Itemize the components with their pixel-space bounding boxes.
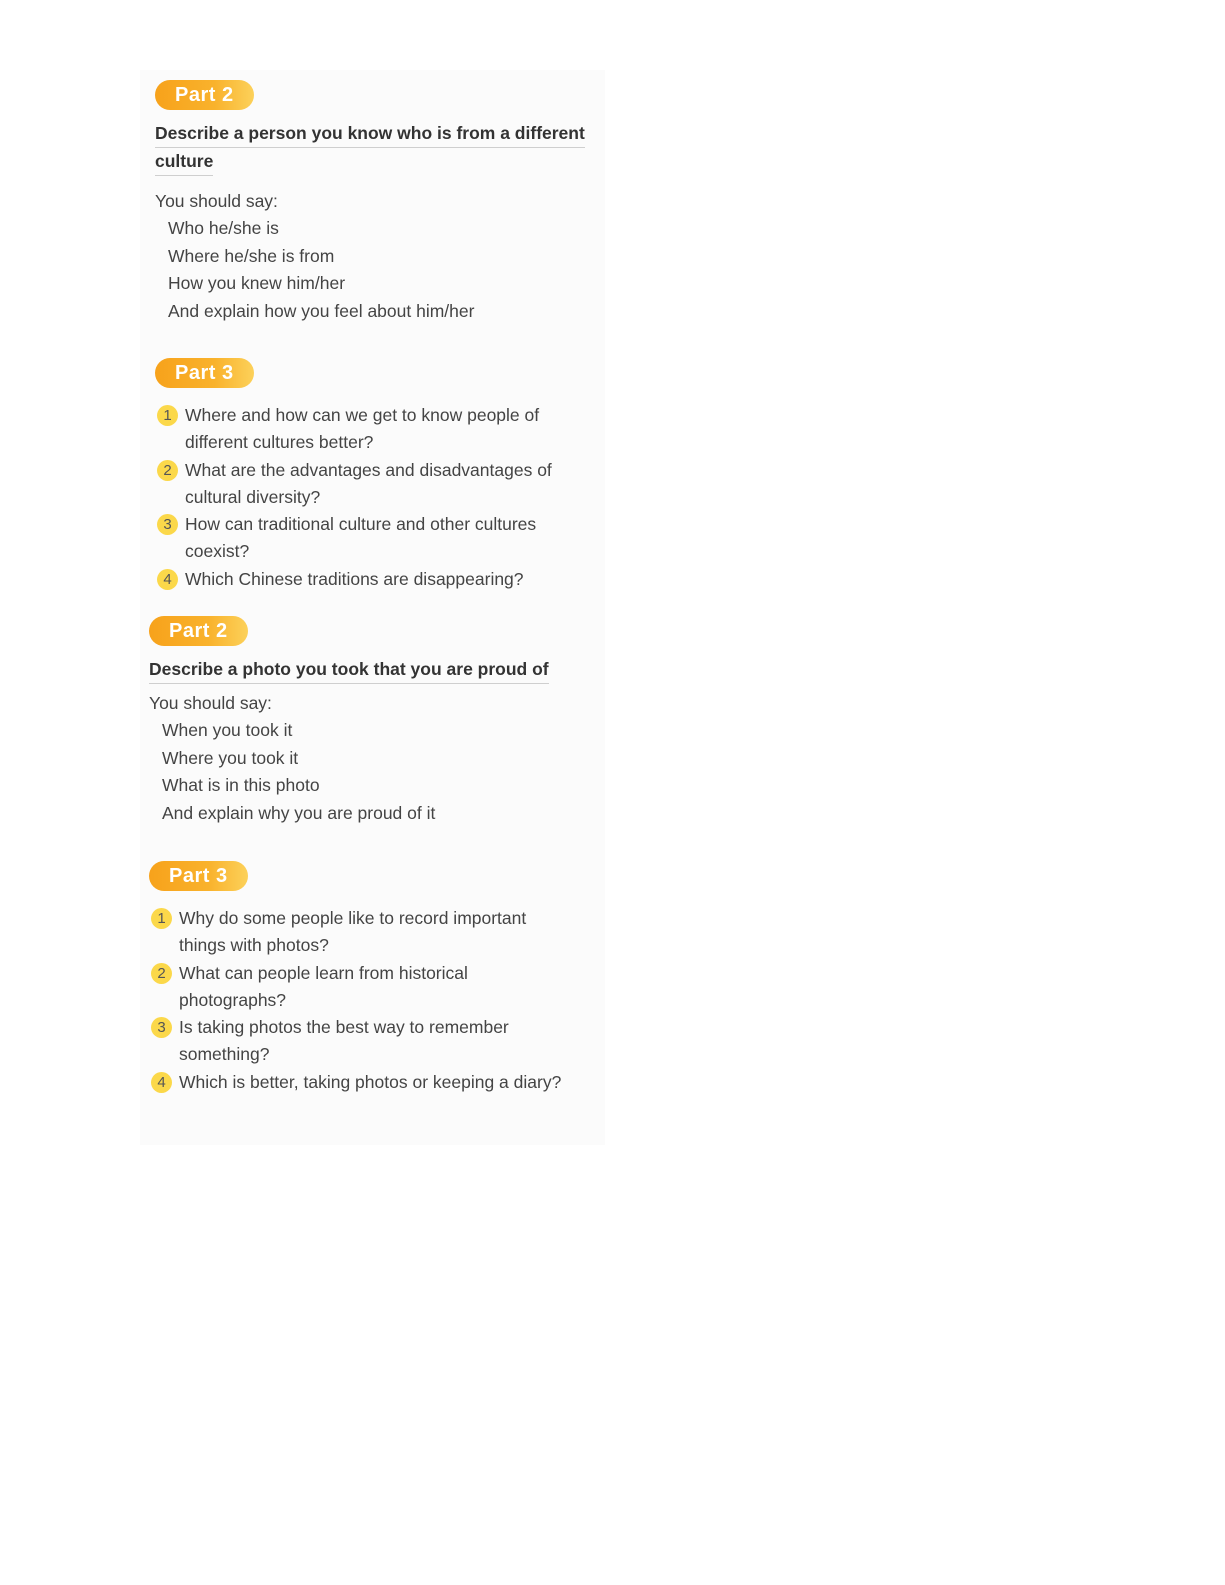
section-1-part2 [155,80,620,325]
question-item: 2 What are the advantages and disadvantages of cultural diversity? [155,457,620,512]
part-badge: Part 3 [155,358,254,388]
question-item: 4 Which is better, taking photos or keeping a diary? [149,1069,614,1096]
question-number: 3 [151,1017,172,1038]
question-item: 3 Is taking photos the best way to remember something? [149,1014,614,1069]
question-number: 1 [151,908,172,929]
section-2-part3 [149,861,614,1096]
prompt-item: Where he/she is from [168,245,335,266]
question-item: 2 What can people learn from historical photographs? [149,960,614,1015]
prompt-item: And explain why you are proud of it [162,802,436,823]
part-badge: Part 3 [149,861,248,891]
question-number: 1 [157,405,178,426]
prompt-item: How you knew him/her [168,273,346,293]
question-item: 1 Where and how can we get to know people of different cultures better? [155,402,620,457]
part-badge: Part 2 [149,616,248,646]
prompt-item: Who he/she is [168,218,279,238]
intro-text: You should say: [155,191,278,211]
question-item: 4 Which Chinese traditions are disappearing? [155,566,620,593]
question-number: 2 [151,963,172,984]
prompt-item: Where you took it [162,747,299,768]
question-number: 3 [157,514,178,535]
prompt-item: When you took it [162,720,293,740]
section-1-part3 [155,358,620,593]
question-sheet [140,70,605,1145]
section-2-part2 [149,616,614,827]
intro-text: You should say: [149,693,272,713]
part-badge: Part 2 [155,80,254,110]
question-list [149,905,614,1096]
cue-card-title: Describe a person you know who is from a different culture [155,120,620,176]
cue-card-title: Describe a photo you took that you are proud of [149,656,614,684]
question-item: 1 Why do some people like to record important things with photos? [149,905,614,960]
question-list [155,402,620,593]
prompt-item: What is in this photo [162,775,320,795]
question-number: 4 [151,1072,172,1093]
question-number: 2 [157,460,178,481]
question-number: 4 [157,569,178,590]
prompt-item: And explain how you feel about him/her [168,300,475,321]
question-item: 3 How can traditional culture and other cultures coexist? [155,511,620,566]
